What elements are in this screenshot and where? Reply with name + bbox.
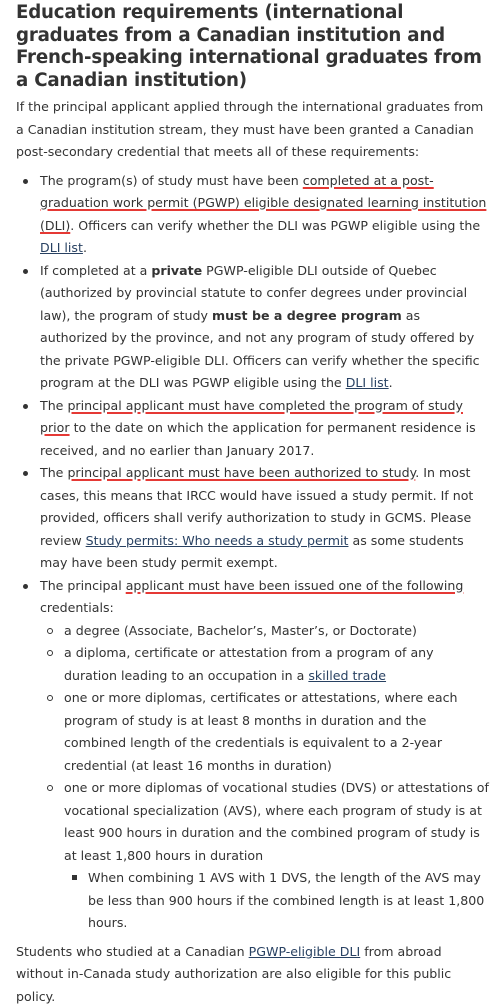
requirement-item-study-authorization: The principal applicant must have been authorized to study. In most cases, this means that IRCC would have issued a study permit. If not provided, officers shall verify authorization to study in GCMS. Please review Study permits: Who needs a study permit as some students may have been study permit exempt. — [40, 462, 489, 575]
requirement-item-private-dli: If completed at a private PGWP-eligible DLI outside of Quebec (authorized by provincial statute to confer degrees under provincial law), the program of study must be a degree program as authorized by the province, and not any program of study offered by the private PGWP-eligible DLI. Officers can verify whether the specific program at the DLI was PGWP eligible using the DLI list. — [40, 260, 489, 395]
requirement-item-pgwp-dli: The program(s) of study must have been completed at a post-graduation work permit (PGWP) eligible designated learning institution (DLI). Officers can verify whether the DLI was PGWP eligible using the DLI list. — [40, 170, 489, 260]
credentials-list — [40, 620, 489, 935]
credential-item-degree: a degree (Associate, Bachelor’s, Master’s, or Doctorate) — [64, 620, 489, 643]
dli-list-link[interactable]: DLI list — [40, 240, 83, 255]
pgwp-eligible-dli-link[interactable]: PGWP-eligible DLI — [249, 944, 361, 959]
highlighted-text: principal applicant must have completed the program of study prior — [40, 398, 463, 436]
requirement-item-completion-date: The principal applicant must have completed the program of study prior to the date on which the application for permanent residence is received, and no earlier than January 2017. — [40, 395, 489, 463]
footer-paragraph: Students who studied at a Canadian PGWP-eligible DLI from abroad without in-Canada study authorization are also eligible for this public policy. — [16, 941, 489, 1008]
dvs-avs-sublist — [64, 867, 489, 935]
requirements-list — [16, 170, 489, 935]
highlighted-text: completed at a post-graduation work permit (PGWP) eligible designated learning institution (DLI) — [40, 173, 486, 233]
dli-list-link-2[interactable]: DLI list — [346, 375, 389, 390]
requirement-item-credentials: The principal applicant must have been issued one of the following credentials: a degree (Associate, Bachelor’s, Master’s, or Doctorate) a diploma, certificate or attestation from a program of any duration leading to an occupation in a skilled trade one or more diplomas, certificates or attestations, where each program of study is at least 8 months in duration and the combined length of the credentials is equivalent to a 2-year credential (at least 16 months in duration) one or more diplomas of vocational studies (DVS) or attestations of vocational specialization (AVS), where each program of study is at least 900 hours in duration and the combined program of study is at least 1,800 hours in duration When combining 1 AVS with 1 DVS, the length of the AVS may be less than 900 hours if the combined length is at least 1,800 hours. — [40, 575, 489, 935]
credential-item-multiple-diplomas: one or more diplomas, certificates or attestations, where each program of study is at least 8 months in duration and the combined length of the credentials is equivalent to a 2-year credential (at least 16 months in duration) — [64, 687, 489, 777]
highlighted-text: applicant must have been issued one of the following — [126, 578, 464, 593]
skilled-trade-link[interactable]: skilled trade — [308, 668, 386, 683]
intro-paragraph: If the principal applicant applied through the international graduates from a Canadian institution stream, they must have been granted a Canadian post-secondary credential that meets all of these requirements: — [16, 96, 489, 164]
study-permit-link[interactable]: Study permits: Who needs a study permit — [86, 533, 349, 548]
credential-item-diploma: a diploma, certificate or attestation from a program of any duration leading to an occupation in a skilled trade — [64, 642, 489, 687]
section-heading: Education requirements (international graduates from a Canadian institution and French-speaking international graduates from a Canadian institution) — [16, 0, 489, 92]
dvs-avs-note: When combining 1 AVS with 1 DVS, the length of the AVS may be less than 900 hours if the combined length is at least 1,800 hours. — [88, 867, 489, 935]
highlighted-text: principal applicant must have been authorized to study — [67, 465, 415, 480]
credential-item-dvs-avs: one or more diplomas of vocational studies (DVS) or attestations of vocational specialization (AVS), where each program of study is at least 900 hours in duration and the combined program of study is at least 1,800 hours in duration When combining 1 AVS with 1 DVS, the length of the AVS may be less than 900 hours if the combined length is at least 1,800 hours. — [64, 777, 489, 935]
